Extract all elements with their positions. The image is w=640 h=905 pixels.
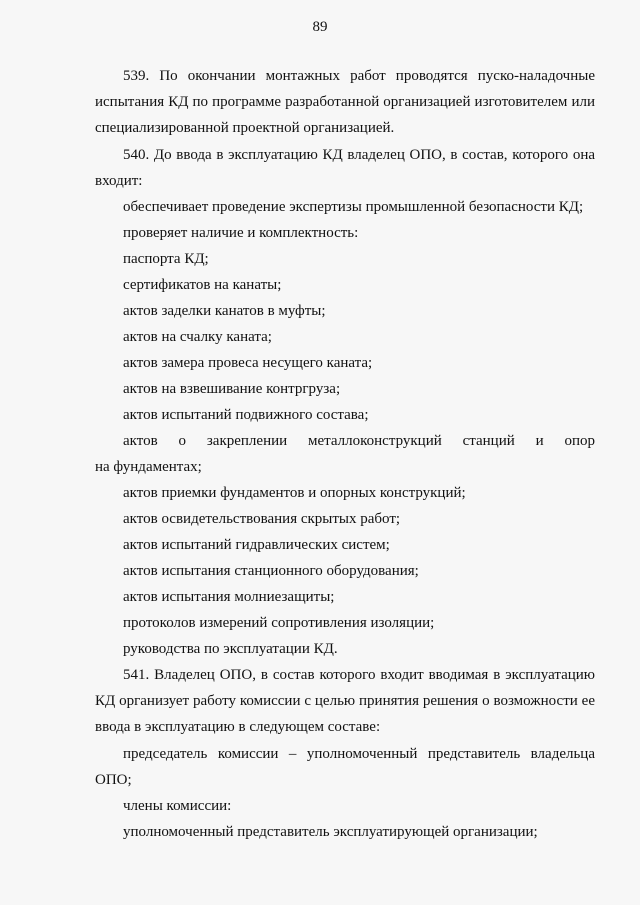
text-line: обеспечивает проведение экспертизы промышленной безопасности КД; bbox=[123, 199, 584, 215]
text-line: 539. По окончании монтажных работ проводятся пуско-наладочные bbox=[123, 68, 595, 84]
text-line: актов освидетельствования скрытых работ; bbox=[123, 511, 401, 527]
text-line: актов испытания станционного оборудования; bbox=[123, 563, 419, 579]
text-line: ввода в эксплуатацию в следующем составе: bbox=[95, 719, 381, 735]
text-line: актов приемки фундаментов и опорных конструкций; bbox=[123, 485, 466, 501]
text-line: актов заделки канатов в муфты; bbox=[123, 303, 326, 319]
text-line: паспорта КД; bbox=[123, 251, 209, 267]
text-line: председатель комиссии – уполномоченный представитель владельца bbox=[123, 746, 595, 762]
text-line: 541. Владелец ОПО, в состав которого входит вводимая в эксплуатацию bbox=[123, 667, 595, 683]
page-number: 89 bbox=[312, 19, 328, 35]
text-line: КД организует работу комиссии с целью принятия решения о возможности ее bbox=[95, 693, 595, 709]
text-line: входит: bbox=[95, 173, 143, 189]
text-line: протоколов измерений сопротивления изоляции; bbox=[123, 615, 435, 631]
text-line: актов испытаний подвижного состава; bbox=[123, 407, 369, 423]
text-line: члены комиссии: bbox=[123, 798, 232, 814]
text-line: испытания КД по программе разработанной организацией изготовителем или bbox=[95, 94, 595, 110]
text-line: актов о закреплении металлоконструкций станций и опор bbox=[123, 433, 595, 449]
text-line: 540. До ввода в эксплуатацию КД владелец ОПО, в состав, которого она bbox=[123, 147, 595, 163]
text-line: руководства по эксплуатации КД. bbox=[123, 641, 338, 657]
text-line: ОПО; bbox=[95, 772, 132, 788]
text-line: специализированной проектной организацией. bbox=[95, 120, 395, 136]
text-line: уполномоченный представитель эксплуатирующей организации; bbox=[123, 824, 538, 840]
text-line: актов на счалку каната; bbox=[123, 329, 272, 345]
text-line: актов испытаний гидравлических систем; bbox=[123, 537, 390, 553]
text-line: сертификатов на канаты; bbox=[123, 277, 282, 293]
text-line: на фундаментах; bbox=[95, 459, 202, 475]
text-line: актов на взвешивание контргруза; bbox=[123, 381, 341, 397]
text-line: актов испытания молниезащиты; bbox=[123, 589, 335, 605]
text-line: актов замера провеса несущего каната; bbox=[123, 355, 373, 371]
text-line: проверяет наличие и комплектность: bbox=[123, 225, 359, 241]
